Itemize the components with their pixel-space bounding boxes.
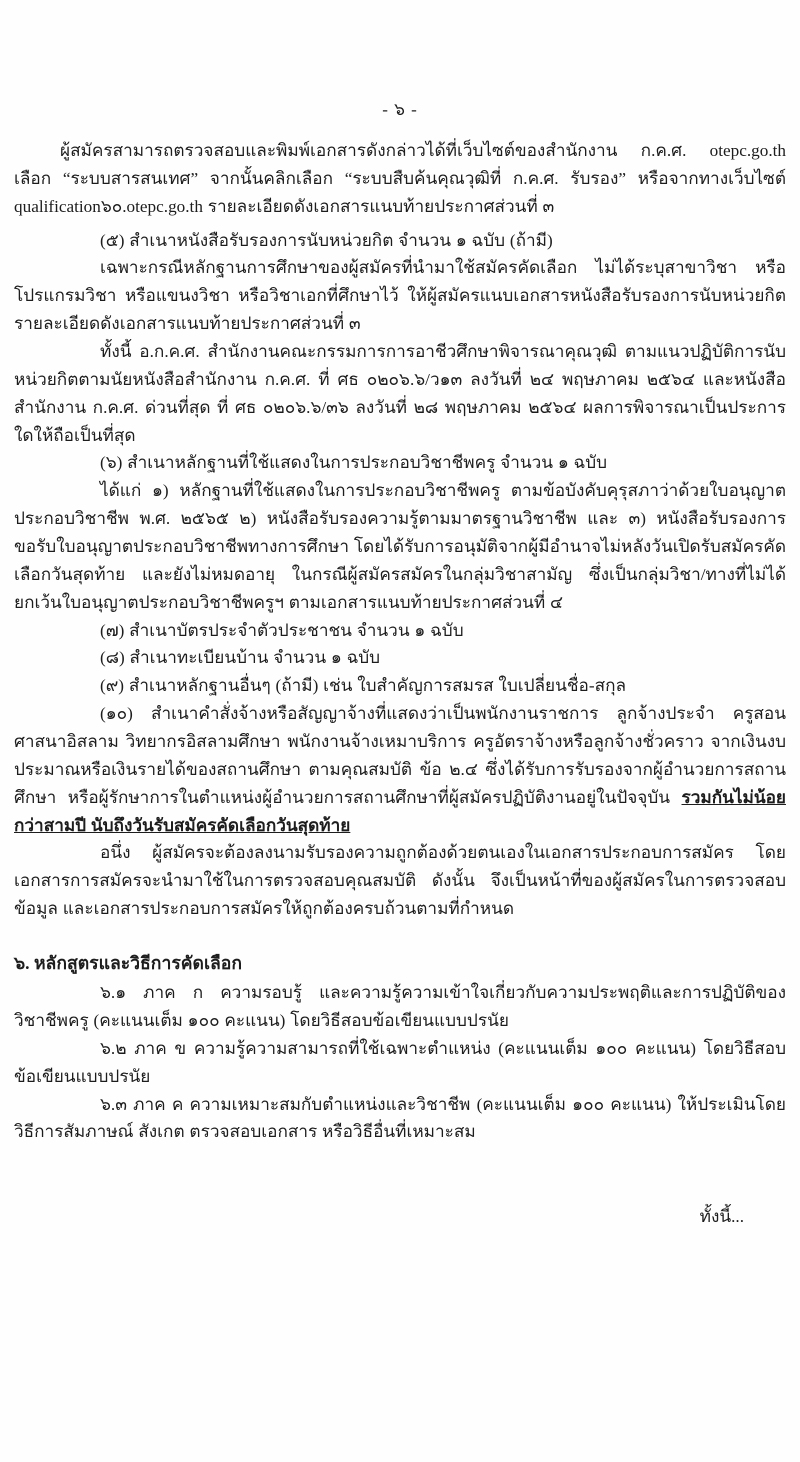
paragraph-item-10-text: (๑๐) สำเนาคำสั่งจ้างหรือสัญญาจ้างที่แสดงว่าเป็นพนักงานราชการ ลูกจ้างประจำ ครูสอนศาสนาอิสลาม วิทยากรอิสลามศึกษา พนักงานจ้างเหมาบริการ ครูอัตราจ้างหรือลูกจ้างชั่วคราว จากเงินงบประมาณหรือเงินรายได้ของสถานศึกษา ตามคุณสมบัติ ข้อ ๒.๔ ซึ่งได้รับการรับรองจากผู้อำนวยการสถานศึกษา หรือผู้รักษาการในตำแหน่งผู้อำนวยการสถานศึกษาที่ผู้สมัครปฏิบัติงานอยู่ในปัจจุบัน xyxy=(14,704,786,807)
closing-text: ทั้งนี้... xyxy=(699,1207,744,1227)
paragraph-item-5-detail: เฉพาะกรณีหลักฐานการศึกษาของผู้สมัครที่นำมาใช้สมัครคัดเลือก ไม่ได้ระบุสาขาวิชา หรือโปรแกรมวิชา หรือแขนงวิชา หรือวิชาเอกที่ศึกษาไว้ ให้ผู้สมัครแนบเอกสารหนังสือรับรองการนับหน่วยกิต รายละเอียดดังเอกสารแนบท้ายประกาศส่วนที่ ๓ xyxy=(14,258,786,334)
paragraph-note: อนึ่ง ผู้สมัครจะต้องลงนามรับรองความถูกต้องด้วยตนเองในเอกสารประกอบการสมัคร โดยเอกสารการสมัครจะนำมาใช้ในการตรวจสอบคุณสมบัติ ดังนั้น จึงเป็นหน้าที่ของผู้สมัครในการตรวจสอบข้อมูล และเอกสารประกอบการสมัครให้ถูกต้องครบถ้วนตามที่กำหนด xyxy=(14,843,786,919)
paragraph-item-10 xyxy=(14,700,786,839)
page-number: - ๖ - xyxy=(382,100,418,119)
paragraph-item-10-emphasis: รวมกันไม่น้อยกว่าสามปี นับถึงวันรับสมัครคัดเลือกวันสุดท้าย xyxy=(14,787,786,835)
paragraph-item-8: (๘) สำเนาทะเบียนบ้าน จำนวน ๑ ฉบับ xyxy=(100,648,381,668)
paragraph-6-1: ๖.๑ ภาค ก ความรอบรู้ และความรู้ความเข้าใจเกี่ยวกับความประพฤติและการปฏิบัติของวิชาชีพครู (คะแนนเต็ม ๑๐๐ คะแนน) โดยวิธีสอบข้อเขียนแบบปรนัย xyxy=(14,983,786,1030)
paragraph-item-7: (๗) สำเนาบัตรประจำตัวประชาชน จำนวน ๑ ฉบับ xyxy=(100,620,464,640)
paragraph-6-3: ๖.๓ ภาค ค ความเหมาะสมกับตำแหน่งและวิชาชีพ (คะแนนเต็ม ๑๐๐ คะแนน) ให้ประเมินโดยวิธีการสัมภาษณ์ สังเกต ตรวจสอบเอกสาร หรือวิธีอื่นที่เหมาะสม xyxy=(14,1094,787,1142)
paragraph-item-6-detail: ได้แก่ ๑) หลักฐานที่ใช้แสดงในการประกอบวิชาชีพครู ตามข้อบังคับคุรุสภาว่าด้วยใบอนุญาตประกอบวิชาชีพ พ.ศ. ๒๕๖๕ ๒) หนังสือรับรองความรู้ตามมาตรฐานวิชาชีพ และ ๓) หนังสือรับรองการขอรับใบอนุญาตประกอบวิชาชีพทางการศึกษา โดยได้รับการอนุมัติจากผู้มีอำนาจไม่หลังวันเปิดรับสมัครคัดเลือกวันสุดท้าย และยังไม่หมดอายุ ในกรณีผู้สมัครสมัครในกลุ่มวิชาสามัญ ซึ่งเป็นกลุ่มวิชา/ทางที่ไม่ได้ยกเว้นใบอนุญาตประกอบวิชาชีพครูฯ ตามเอกสารแนบท้ายประกาศส่วนที่ ๔ xyxy=(14,481,786,612)
paragraph-item-6: (๖) สำเนาหลักฐานที่ใช้แสดงในการประกอบวิชาชีพครู จำนวน ๑ ฉบับ xyxy=(100,453,608,473)
paragraph-credit-note: ทั้งนี้ อ.ก.ค.ศ. สำนักงานคณะกรรมการการอาชีวศึกษาพิจารณาคุณวุฒิ ตามแนวปฏิบัติการนับหน่วยกิตตามนัยหนังสือสำนักงาน ก.ค.ศ. ที่ ศธ ๐๒๐๖.๖/ว๑๓ ลงวันที่ ๒๔ พฤษภาคม ๒๕๖๔ และหนังสือสำนักงาน ก.ค.ศ. ด่วนที่สุด ที่ ศธ ๐๒๐๖.๖/๓๖ ลงวันที่ ๒๘ พฤษภาคม ๒๕๖๔ ผลการพิจารณาเป็นประการใดให้ถือเป็นที่สุด xyxy=(14,342,786,445)
paragraph-item-9: (๙) สำเนาหลักฐานอื่นๆ (ถ้ามี) เช่น ใบสำคัญการสมรส ใบเปลี่ยนชื่อ-สกุล xyxy=(100,676,627,696)
paragraph-item-5: (๕) สำเนาหนังสือรับรองการนับหน่วยกิต จำนวน ๑ ฉบับ (ถ้ามี) xyxy=(100,230,553,250)
paragraph-6-2: ๖.๒ ภาค ข ความรู้ความสามารถที่ใช้เฉพาะตำแหน่ง (คะแนนเต็ม ๑๐๐ คะแนน) โดยวิธีสอบข้อเขียนแบบปรนัย xyxy=(14,1038,786,1086)
paragraph-intro: ผู้สมัครสามารถตรวจสอบและพิมพ์เอกสารดังกล่าวได้ที่เว็บไซต์ของสำนักงาน ก.ค.ศ. otepc.go.th เลือก “ระบบสารสนเทศ” จากนั้นคลิกเลือก “ระบบสืบค้นคุณวุฒิที่ ก.ค.ศ. รับรอง” หรือจากทางเว็บไซต์ qualification๖๐.otepc.go.th รายละเอียดดังเอกสารแนบท้ายประกาศส่วนที่ ๓ xyxy=(14,141,786,216)
document-body xyxy=(0,137,800,1230)
section-heading-6: ๖. หลักสูตรและวิธีการคัดเลือก xyxy=(14,953,242,974)
